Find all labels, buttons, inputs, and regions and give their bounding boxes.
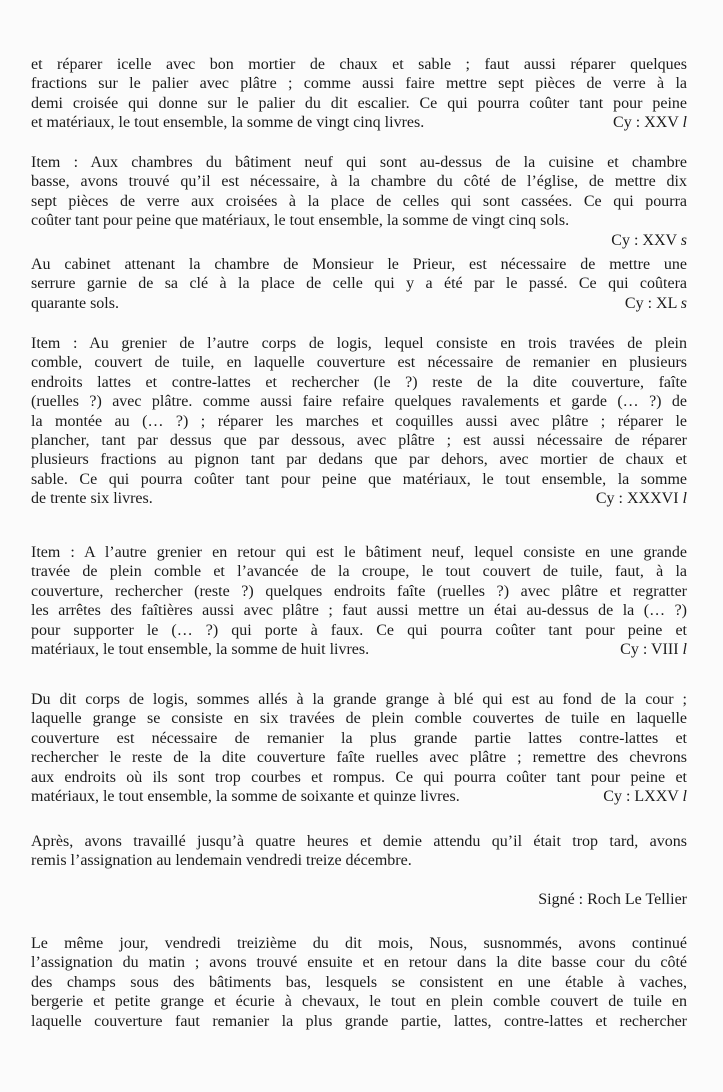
text-line: et matériaux, le tout ensemble, la somme de vingt cinq livres. xyxy=(31,114,425,132)
text-line-last xyxy=(31,640,687,659)
cy-value: Cy : LXXV xyxy=(603,787,679,805)
text-line: matériaux, le tout ensemble, la somme de huit livres. xyxy=(31,640,370,658)
cy-amount xyxy=(625,294,687,313)
text-line: pour supporter le (… ?) qui porte à faux. Ce qui pourra coûter tant pour peine et xyxy=(31,621,687,639)
cy-value: Cy : VIII xyxy=(620,640,679,658)
paragraph-2 xyxy=(31,153,687,250)
text-line: couverture est nécessaire de remanier la plus grande partie lattes contre-lattes et xyxy=(31,729,687,747)
paragraph-3 xyxy=(31,255,687,313)
text-line: basse, avons trouvé qu’il est nécessaire, à la chambre du côté de l’église, de mettre dix xyxy=(31,173,687,191)
text-line: Du dit corps de logis, sommes allés à la grande grange à blé qui est au fond de la cour ; xyxy=(31,691,687,708)
text-line-last xyxy=(31,294,687,313)
text-line-last xyxy=(31,787,687,806)
text-line: Item : A l’autre grenier en retour qui est le bâtiment neuf, lequel consiste en une grande xyxy=(31,544,687,561)
cy-amount xyxy=(613,113,687,132)
cy-amount xyxy=(603,787,687,806)
cy-unit: s xyxy=(680,294,687,312)
text-line: plusieurs fractions au pignon tant par dedans que par dehors, avec mortier de chaux et xyxy=(31,451,687,469)
text-line: aux endroits où ils sont trop courbes et rompus. Ce qui pourra coûter tant pour peine et xyxy=(31,768,687,786)
text-line: bergerie et petite grange et écurie à chevaux, le tout en plein comble couvert de tuile en xyxy=(31,993,687,1011)
text-line: serrure garnie de sa clé à la place de celle qui y a été par le passé. Ce qui coûtera xyxy=(31,275,687,293)
cy-unit: s xyxy=(680,231,687,249)
text-line: couverture, rechercher (reste ?) quelques endroits faîte (ruelles ?) avec plâtre et regratter xyxy=(31,582,687,600)
text-line: travée de plein comble et l’avancée de la croupe, le tout couvert de tuile, faut, à la xyxy=(31,563,687,581)
cy-unit: l xyxy=(682,640,687,658)
text-line: Le même jour, vendredi treizième du dit mois, Nous, susnommés, avons continué xyxy=(31,935,687,952)
text-line-last xyxy=(31,113,687,132)
text-line: Après, avons travaillé jusqu’à quatre heures et demie attendu qu’il était trop tard, avons xyxy=(31,833,687,850)
text-line: rechercher le reste de la dite couverture faîte ruelles avec plâtre ; remettre des chevrons xyxy=(31,749,687,767)
cy-value: Cy : XXV xyxy=(613,114,679,132)
cy-amount xyxy=(31,231,687,250)
text-line: Item : Aux chambres du bâtiment neuf qui sont au-dessus de la cuisine et chambre xyxy=(31,154,687,171)
text-line: et réparer icelle avec bon mortier de chaux et sable ; faut aussi réparer quelques xyxy=(31,56,687,73)
cy-value: Cy : XL xyxy=(624,294,677,312)
text-line: des champs sous des bâtiments bas, lesquels se consistent en une étable à vaches, xyxy=(31,973,687,991)
cy-unit: l xyxy=(682,490,687,508)
text-line: coûter tant pour peine que matériaux, le tout ensemble, la somme de vingt cinq sols. xyxy=(31,212,570,230)
text-line: fractions sur le palier avec plâtre ; comme aussi faire mettre sept pièces de verre à la xyxy=(31,75,687,93)
paragraph-1 xyxy=(31,55,687,133)
text-line: remis l’assignation au lendemain vendredi treize décembre. xyxy=(31,852,412,870)
cy-value: Cy : XXV xyxy=(611,231,677,249)
text-line: plancher, tant par dessus que par dessous, avec plâtre ; est aussi nécessaire de réparer xyxy=(31,431,687,449)
cy-value: Cy : XXXVI xyxy=(595,490,679,508)
paragraph-4 xyxy=(31,334,687,509)
text-line: laquelle grange se consiste en six travées de plein comble couvertes de tuile en laquelle xyxy=(31,710,687,728)
cy-unit: l xyxy=(682,114,687,132)
text-line: de trente six livres. xyxy=(31,490,153,508)
text-line: Au cabinet attenant la chambre de Monsieur le Prieur, est nécessaire de mettre une xyxy=(31,256,687,273)
text-line: comble, couvert de tuile, en laquelle couverture est nécessaire de remanier en plusieurs xyxy=(31,354,687,372)
paragraph-5 xyxy=(31,543,687,659)
text-line-last xyxy=(31,489,687,508)
text-line: (ruelles ?) avec plâtre. comme aussi faire refaire quelques ravalements et garde (… ?) de xyxy=(31,393,687,411)
paragraph-7 xyxy=(31,832,687,871)
text-line: sable. Ce qui pourra coûter tant pour peine que matériaux, le tout ensemble, la somme xyxy=(31,470,687,488)
cy-unit: l xyxy=(682,787,687,805)
cy-amount xyxy=(620,640,687,659)
text-line: matériaux, le tout ensemble, la somme de soixante et quinze livres. xyxy=(31,787,460,805)
text-line: endroits lattes et contre-lattes et rechercher (le ?) reste de la dite couverture, faîte xyxy=(31,373,687,391)
text-line: quarante sols. xyxy=(31,294,119,312)
text-line: les arrêtes des faîtières aussi avec plâtre ; faut aussi mettre un étai au-dessus de la (… ?) xyxy=(31,602,687,620)
text-line: laquelle couverture faut remanier la plus grande partie, lattes, contre-lattes et rechercher xyxy=(31,1012,687,1030)
paragraph-6 xyxy=(31,690,687,806)
text-line: la montée au (… ?) ; réparer les marches et coquilles aussi avec plâtre ; réparer le xyxy=(31,412,687,430)
text-line: demi croisée qui donne sur le palier du dit escalier. Ce qui pourra coûter tant pour peine xyxy=(31,94,687,112)
paragraph-8 xyxy=(31,934,687,1031)
text-line: l’assignation du matin ; avons trouvé ensuite et en retour dans la dite basse cour du côté xyxy=(31,954,687,972)
text-line: sept pièces de verre aux croisées à la place de celles qui sont cassées. Ce qui pourra xyxy=(31,192,687,210)
signature: Signé : Roch Le Tellier xyxy=(538,891,687,908)
cy-amount xyxy=(596,489,687,508)
text-line: Item : Au grenier de l’autre corps de logis, lequel consiste en trois travées de plein xyxy=(31,335,687,352)
